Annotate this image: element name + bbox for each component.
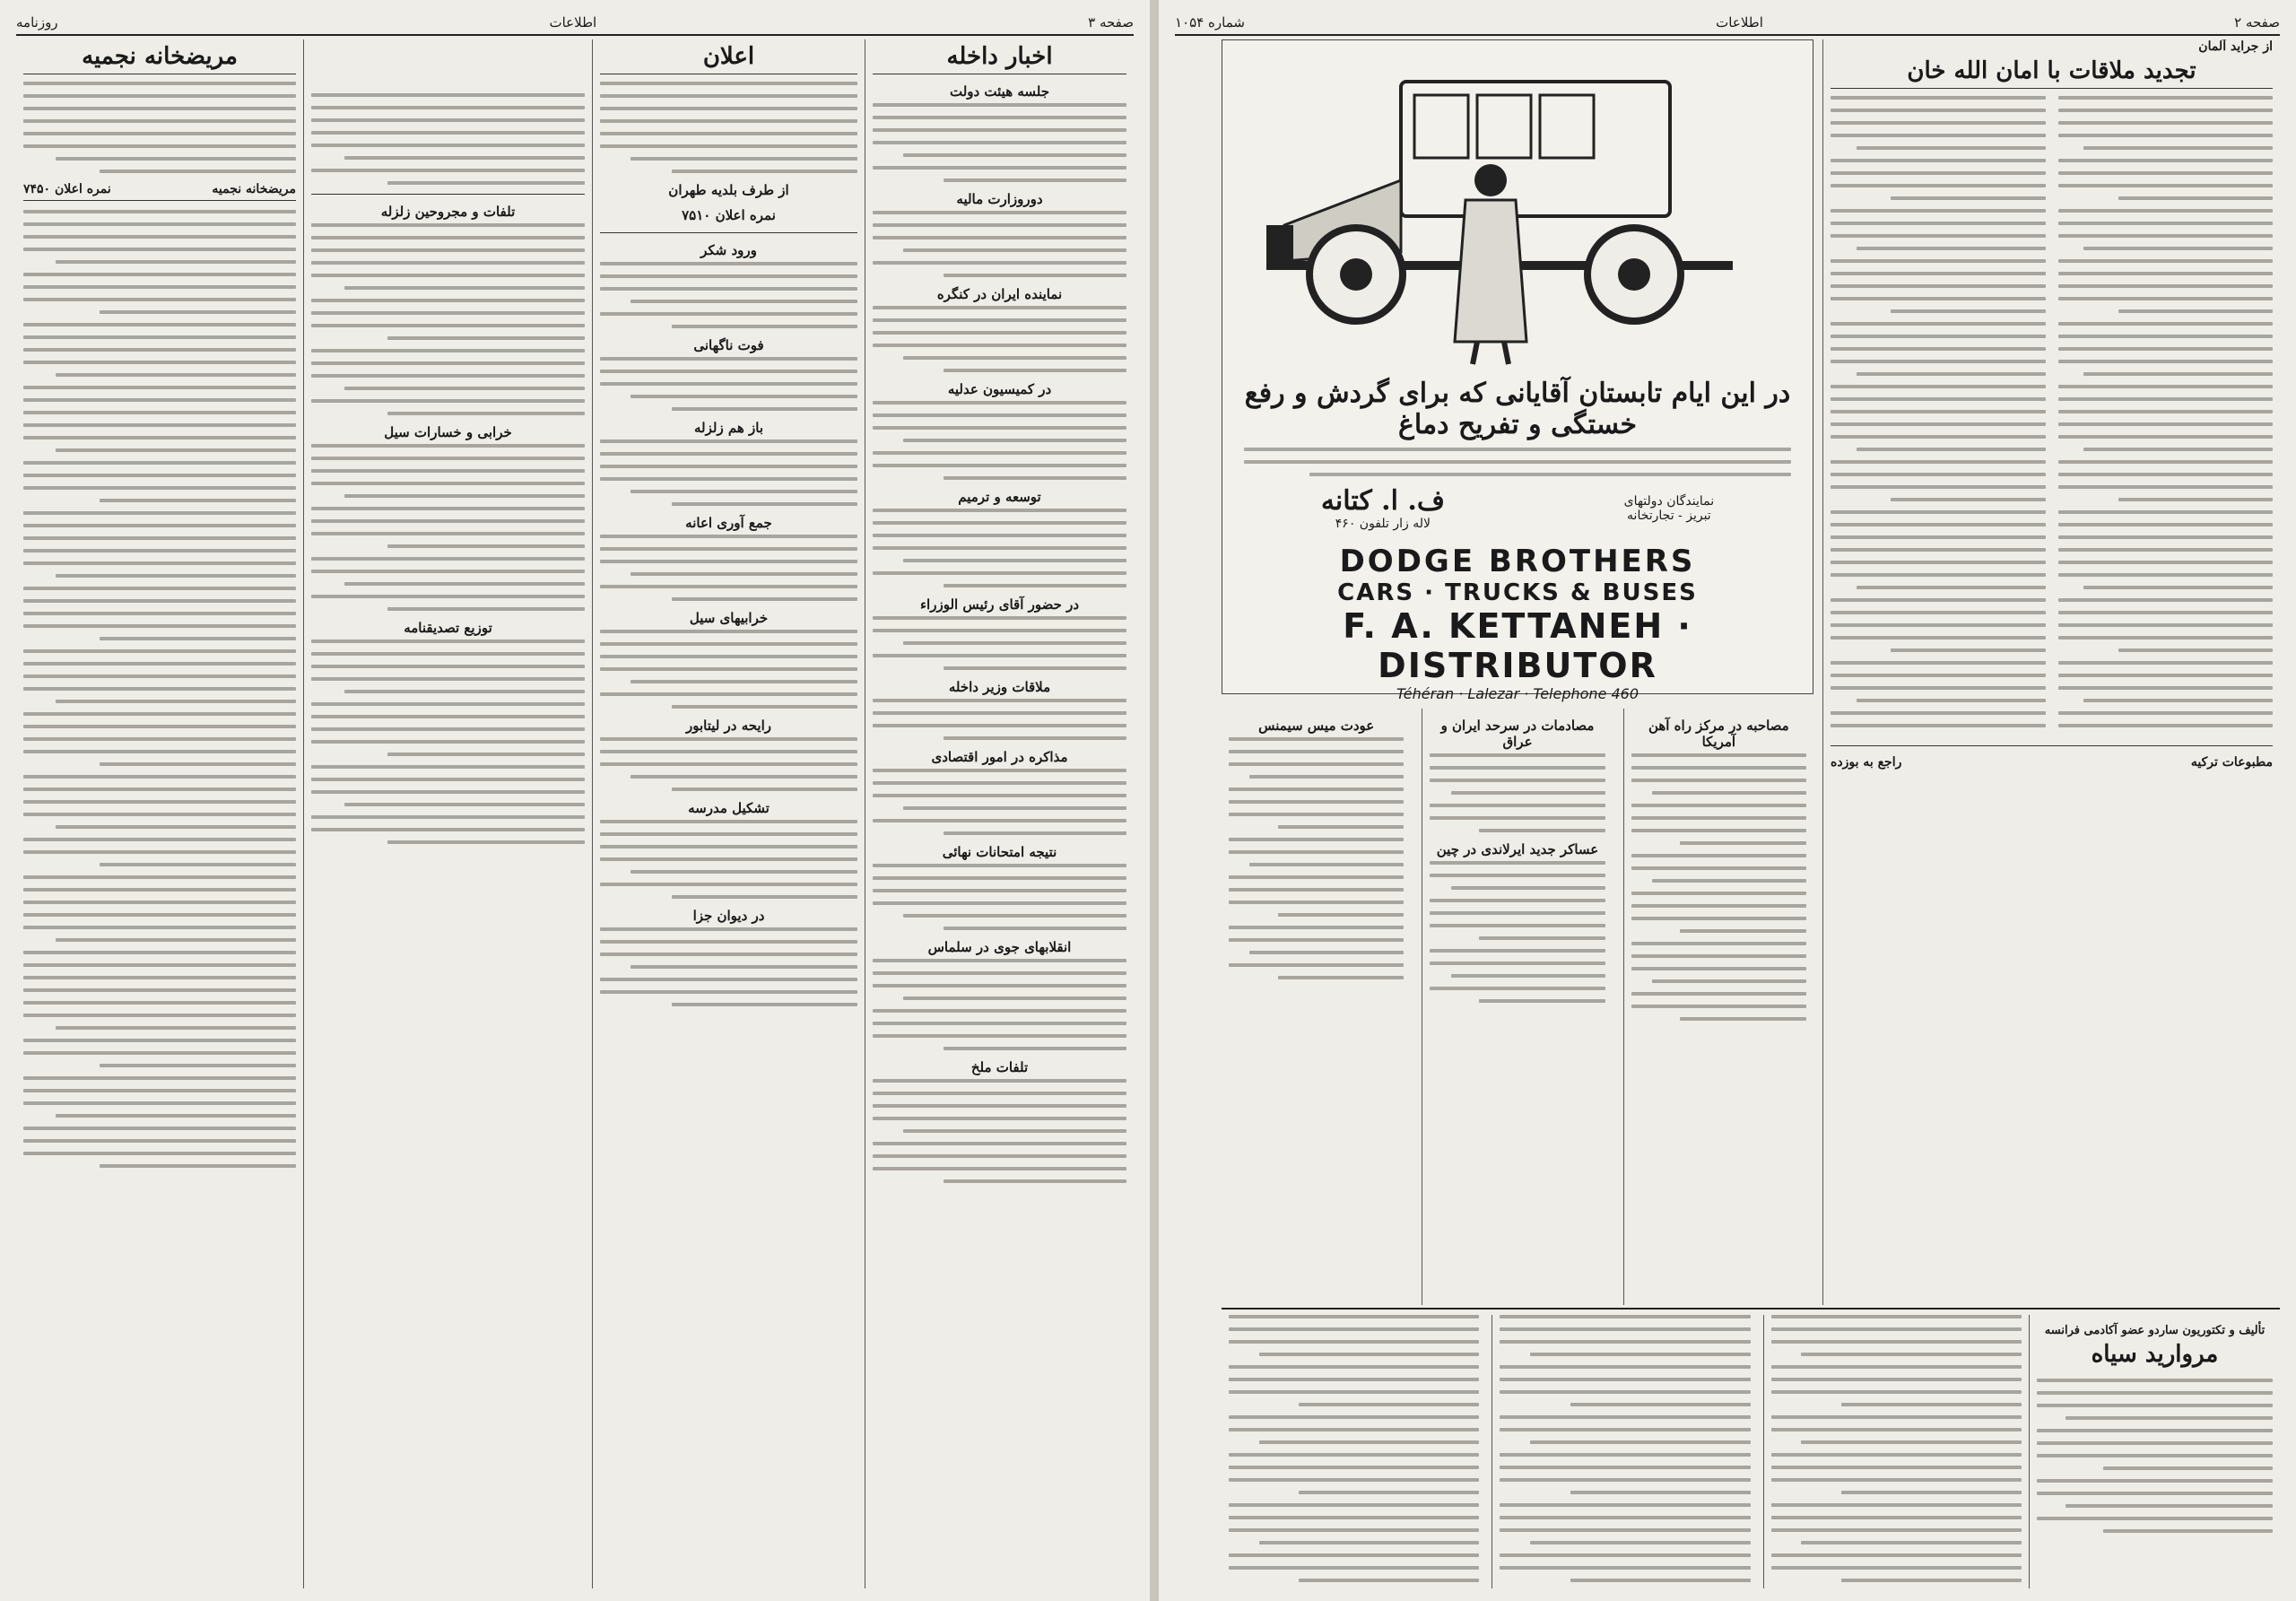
subhead: ملاقات وزیر داخله	[948, 679, 1051, 695]
right-running-head	[1175, 11, 2280, 36]
subhead: مصادمات در سرحد ایران و عراق	[1440, 718, 1595, 750]
ad-brand: DODGE BROTHERS	[1339, 544, 1696, 579]
subhead: توسعه و ترمیم	[958, 489, 1041, 505]
right-issue-number: شماره ۱۰۵۴	[1175, 14, 1245, 30]
right-page	[1159, 0, 2296, 1601]
subhead: عساکر جدید ایرلاندی در چین	[1436, 841, 1599, 857]
ad-address: Téhéran · Lalezar · Telephone 460	[1396, 685, 1639, 702]
subhead: در کمیسیون عدلیه	[947, 381, 1052, 397]
subhead: خرابی و خسارات سیل	[384, 424, 512, 440]
subhead: تشکیل مدرسه	[688, 800, 770, 816]
serial-body	[1222, 1315, 2029, 1588]
left-publication: روزنامه	[16, 14, 58, 30]
serial-divider	[1222, 1308, 2280, 1310]
subhead: تلفات و مجروحین زلزله	[380, 204, 516, 220]
right-middle-block	[1222, 709, 1813, 1305]
notice-number: نمره اعلان ۷۵۱۰	[682, 207, 776, 223]
subhead: نتیجه امتحانات نهائی	[942, 844, 1057, 860]
left-masthead: اطلاعات	[549, 14, 597, 30]
notice-issuer: از طرف بلدیه طهران	[668, 182, 789, 198]
subhead: باز هم زلزله	[693, 420, 764, 436]
right-col-amanullah	[1822, 39, 2280, 1305]
left-running-head	[16, 11, 1134, 36]
page-gutter	[1150, 0, 1159, 1601]
hospital-notice-number: نمره اعلان ۷۴۵۰	[23, 182, 111, 196]
footer-label-a: مطبوعات ترکیه	[2190, 755, 2273, 770]
subhead: توزیع تصدیقنامه	[404, 620, 492, 636]
serial-title-col	[2029, 1315, 2280, 1588]
left-col-notices	[592, 39, 865, 1588]
subhead: خرابیهای سیل	[689, 610, 769, 626]
ad-persian-address: لاله زار تلفون ۴۶۰	[1335, 517, 1431, 531]
subhead: عودت میس سیمنس	[1258, 718, 1375, 734]
subhead: مذاکره در امور اقتصادی	[931, 749, 1068, 765]
left-col-reports	[303, 39, 592, 1588]
amanullah-headline: تجدید ملاقات با امان الله خان	[1831, 57, 2273, 89]
domestic-news-headline: اخبار داخله	[873, 43, 1126, 74]
car-illustration	[1231, 46, 1805, 369]
subhead: مصاحبه در مرکز راه آهن آمریکا	[1648, 718, 1789, 750]
hospital-signature: مریضخانه نجمیه	[212, 182, 296, 196]
subhead: نماینده ایران در کنگره	[936, 286, 1063, 302]
subhead: ورود شکر	[700, 242, 757, 258]
ad-tagline: CARS · TRUCKS & BUSES	[1337, 579, 1698, 606]
notice-headline: اعلان	[600, 43, 857, 74]
subhead: انقلابهای جوی در سلماس	[927, 939, 1072, 955]
left-col-domestic-news	[865, 39, 1134, 1588]
footer-label-b: راجع به بوزده	[1831, 755, 1902, 770]
subhead: در دیوان جزا	[692, 908, 765, 924]
right-page-number: صفحه ۲	[2234, 14, 2280, 30]
left-col-hospital	[16, 39, 303, 1588]
hospital-headline: مریضخانه نجمیه	[23, 43, 296, 74]
subhead: در حضور آقای رئیس الوزراء	[920, 596, 1079, 613]
dodge-brothers-ad	[1222, 39, 1813, 702]
subhead: جمع آوری اعانه	[685, 515, 772, 531]
subhead: تلفات ملخ	[970, 1059, 1029, 1075]
serial-byline: تألیف و تکتوریون ساردو عضو آکادمی فرانسه	[2044, 1324, 2266, 1337]
ad-persian-headline: در این ایام تابستان آقایانی که برای گردش و رفع خستگی و تفریح دماغ	[1244, 378, 1791, 440]
right-masthead: اطلاعات	[1716, 14, 1763, 30]
section-label: از جراید آلمان	[2198, 39, 2273, 54]
left-page-number: صفحه ۳	[1088, 14, 1134, 30]
ad-distributor: F. A. KETTANEH · DISTRIBUTOR	[1343, 606, 1692, 685]
subhead: رایحه در لیتابور	[685, 718, 772, 734]
ad-cities: تبریز - تجارتخانه	[1627, 508, 1711, 523]
serial-title: مروارید سیاه	[2091, 1341, 2219, 1368]
ad-agents-line: نمایندگان دولتهای	[1623, 493, 1715, 509]
subhead: فوت ناگهانی	[693, 337, 764, 353]
subhead: جلسه هیئت دولت	[949, 83, 1050, 100]
subhead: دوروزارت مالیه	[956, 191, 1043, 207]
ad-persian-name: ف. ا. کتانه	[1320, 485, 1445, 517]
